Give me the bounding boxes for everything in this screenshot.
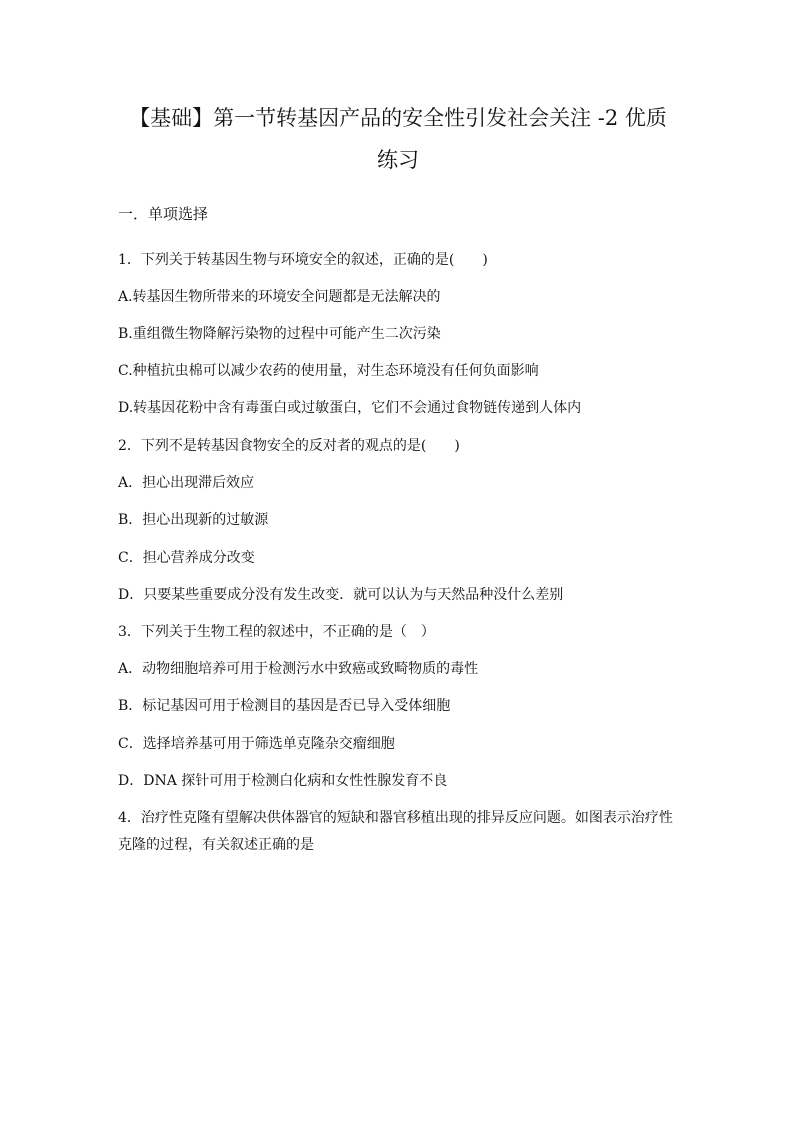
option-c: C.种植抗虫棉可以减少农药的使用量，对生态环境没有任何负面影响 xyxy=(118,363,539,379)
option-c: C．担心营养成分改变 xyxy=(118,550,255,566)
section-heading: 一．单项选择 xyxy=(118,205,209,223)
option-a: A.转基因生物所带来的环境安全问题都是无法解决的 xyxy=(118,289,441,305)
question-stem: 3．下列关于生物工程的叙述中，不正确的是（ ） xyxy=(118,624,435,640)
question-stem: 4．治疗性克隆有望解决供体器官的短缺和器官移植出现的排异反应问题。如图表示治疗性克隆的过程，有关叙述正确的是 xyxy=(118,810,673,853)
option-b: B．担心出现新的过敏源 xyxy=(118,512,269,528)
doc-title-line2: 练习 xyxy=(377,148,419,172)
option-a: A．担心出现滞后效应 xyxy=(118,475,255,491)
option-a: A．动物细胞培养可用于检测污水中致癌或致畸物质的毒性 xyxy=(118,661,479,677)
question-stem: 1．下列关于转基因生物与环境安全的叙述，正确的是( ) xyxy=(118,252,488,268)
option-c: C．选择培养基可用于筛选单克隆杂交瘤细胞 xyxy=(118,736,395,752)
option-b: B．标记基因可用于检测目的基因是否已导入受体细胞 xyxy=(118,698,451,714)
question-stem: 2．下列不是转基因食物安全的反对者的观点的是( ) xyxy=(118,438,460,454)
option-d: D．DNA 探针可用于检测白化病和女性性腺发育不良 xyxy=(118,773,448,789)
option-d: D．只要某些重要成分没有发生改变．就可以认为与天然品种没什么差别 xyxy=(118,587,564,603)
option-b: B.重组微生物降解污染物的过程中可能产生二次污染 xyxy=(118,326,441,342)
option-d: D.转基因花粉中含有毒蛋白或过敏蛋白，它们不会通过食物链传递到人体内 xyxy=(118,400,582,416)
doc-title-line1: 【基础】第一节转基因产品的安全性引发社会关注 -2 优质 xyxy=(129,106,667,130)
